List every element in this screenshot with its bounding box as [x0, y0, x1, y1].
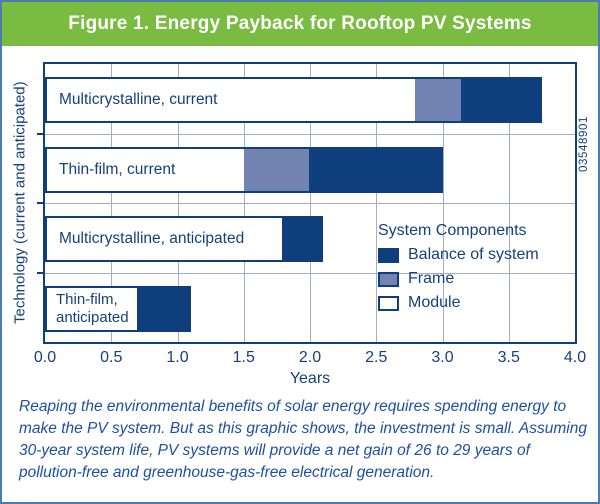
bar-label: Thin-film, current — [59, 160, 176, 178]
x-tick: 3.0 — [431, 349, 454, 366]
bar-label: Multicrystalline, anticipated — [59, 230, 245, 248]
x-axis-label: Years — [289, 370, 331, 387]
x-tick: 1.5 — [232, 349, 255, 366]
y-axis-tick — [37, 272, 43, 274]
x-tick: 2.5 — [365, 349, 388, 366]
legend-label: Balance of system — [408, 246, 539, 263]
stacked-bar — [45, 216, 323, 262]
doc-number: 03548901 — [578, 116, 590, 172]
figure-title-bar — [2, 2, 598, 46]
legend-label: Frame — [408, 270, 455, 287]
caption: Reaping the environmental benefits of solar energy requires spending energy to make the PV system. But as this graphic shows, the investment is small. Assuming 30-year system life, PV systems will provide a net gain of 26 to 29 years of pollution-free and greenhouse-gas-free electrical generation. — [19, 398, 587, 481]
x-tick: 3.5 — [497, 349, 520, 366]
legend — [378, 222, 539, 312]
legend-item-frame — [378, 270, 539, 288]
chart-area — [2, 46, 598, 500]
legend-item-module — [378, 294, 539, 312]
x-tick: 0.0 — [33, 349, 57, 366]
stacked-bar — [45, 147, 443, 193]
bar-label: Thin-film, anticipated — [56, 291, 129, 326]
bar-segment-balance-of-system — [282, 218, 321, 260]
legend-swatch-module — [378, 296, 399, 311]
legend-swatch-balance-of-system — [378, 248, 399, 263]
x-axis-ticks — [33, 349, 587, 367]
y-axis-tick — [37, 133, 43, 135]
bar-label: Multicrystalline, current — [59, 91, 218, 109]
x-tick: 1.0 — [166, 349, 189, 366]
y-axis-tick — [37, 202, 43, 204]
legend-title: System Components — [378, 222, 527, 239]
bar-row-multicrystalline-current — [45, 64, 575, 134]
legend-swatch-frame — [378, 272, 399, 287]
legend-label: Module — [408, 294, 461, 311]
x-tick: 0.5 — [100, 349, 123, 366]
stacked-bar — [45, 286, 191, 332]
bar-segment-balance-of-system — [309, 149, 440, 191]
bar-segment-balance-of-system — [461, 79, 540, 121]
bar-segment-module — [47, 288, 137, 330]
bar-segment-module — [47, 149, 244, 191]
bar-segment-balance-of-system — [137, 288, 189, 330]
x-tick: 2.0 — [298, 349, 322, 366]
bar-segment-frame — [244, 149, 310, 191]
bar-segment-frame — [415, 79, 461, 121]
stacked-bar — [45, 77, 542, 123]
bar-row-thin-film-current — [45, 134, 575, 204]
x-tick: 4.0 — [563, 349, 587, 366]
legend-item-balance-of-system — [378, 246, 539, 264]
bar-segment-module — [47, 79, 415, 121]
y-axis-label: Technology (current and anticipated) — [11, 81, 29, 325]
bar-segment-module — [47, 218, 282, 260]
plot-area — [43, 62, 577, 344]
figure-title: Figure 1. Energy Payback for Rooftop PV Systems — [68, 13, 532, 34]
